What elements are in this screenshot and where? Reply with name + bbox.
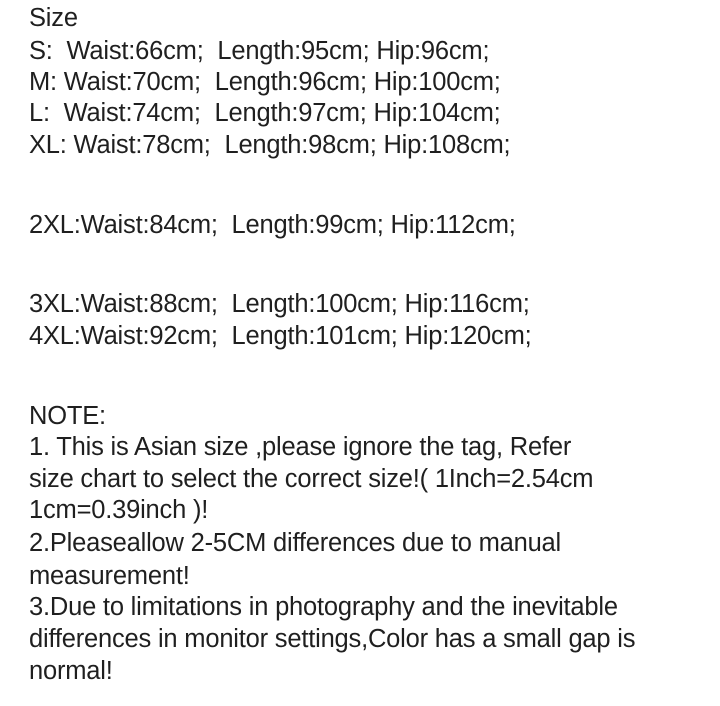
note-line-6: 3.Due to limitations in photography and the inevitable <box>29 593 618 621</box>
size-row-s: S: Waist:66cm; Length:95cm; Hip:96cm; <box>29 37 490 65</box>
size-chart-document <box>29 0 709 706</box>
note-line-7: differences in monitor settings,Color has a small gap is <box>29 625 636 653</box>
note-line-5: measurement! <box>29 562 190 590</box>
size-row-3xl: 3XL:Waist:88cm; Length:100cm; Hip:116cm; <box>29 290 530 318</box>
note-line-8: normal! <box>29 657 113 685</box>
size-heading: Size <box>29 4 78 32</box>
size-row-xl: XL: Waist:78cm; Length:98cm; Hip:108cm; <box>29 131 511 159</box>
size-row-l: L: Waist:74cm; Length:97cm; Hip:104cm; <box>29 99 501 127</box>
note-line-2: size chart to select the correct size!( 1Inch=2.54cm <box>29 465 594 493</box>
size-row-2xl: 2XL:Waist:84cm; Length:99cm; Hip:112cm; <box>29 211 516 239</box>
note-heading: NOTE: <box>29 402 106 430</box>
note-line-1: 1. This is Asian size ,please ignore the tag, Refer <box>29 433 572 461</box>
note-line-3: 1cm=0.39inch )! <box>29 496 209 524</box>
size-row-4xl: 4XL:Waist:92cm; Length:101cm; Hip:120cm; <box>29 322 532 350</box>
note-line-4: 2.Pleaseallow 2-5CM differences due to manual <box>29 529 562 557</box>
size-row-m: M: Waist:70cm; Length:96cm; Hip:100cm; <box>29 68 501 96</box>
